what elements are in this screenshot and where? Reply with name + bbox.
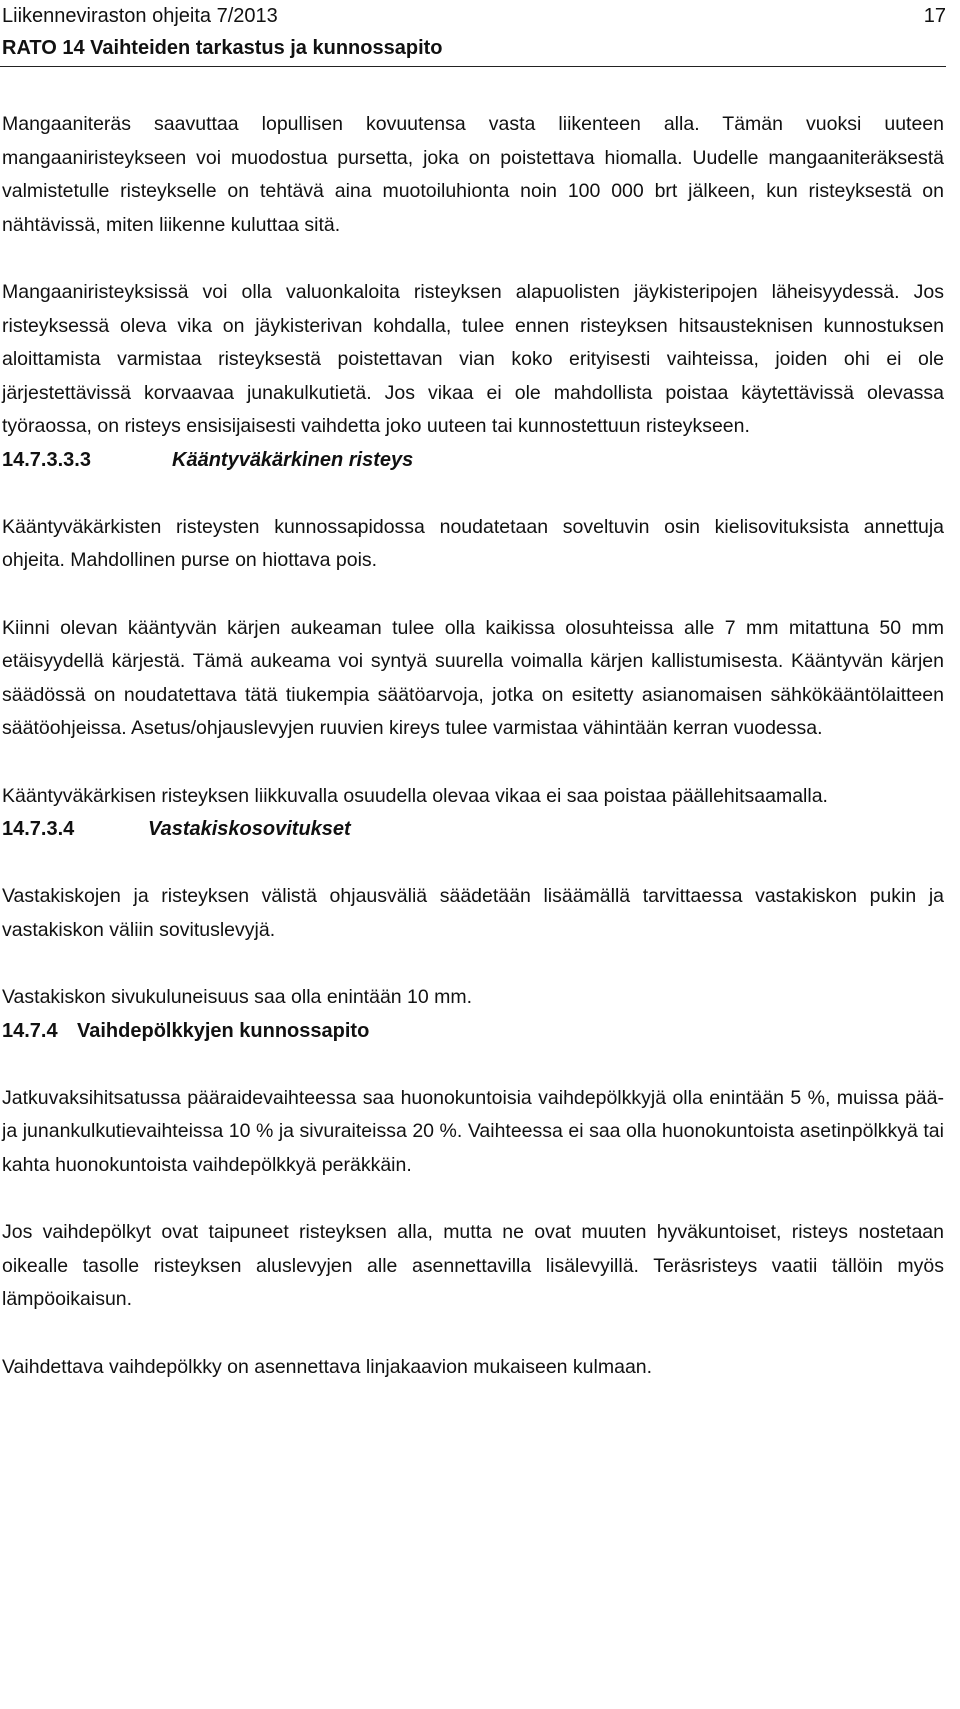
page-number: 17 bbox=[923, 5, 946, 27]
section-heading-check-rail bbox=[2, 813, 944, 846]
paragraph-sleeper-condition: Jatkuvaksihitsatussa pääraidevaihteessa saa huonokuntoisia vaihdepölkkyjä olla enintään 5 %, muissa pää- ja junankulkutievaihteissa 10 % ja sivuraiteissa 20 %. Vaihteessa ei saa olla huonokuntoista asetinpölkkyä tai kahta huonokuntoista vaihdepölkkyä peräkkäin. bbox=[2, 1086, 944, 1176]
header-row bbox=[0, 0, 946, 33]
paragraph-check-rail-wear: Vastakiskon sivukuluneisuus saa olla enintään 10 mm. bbox=[2, 986, 473, 1008]
paragraph-check-rail-gap: Vastakiskojen ja risteyksen välistä ohjausväliä säädetään lisäämällä tarvittaessa vastakiskon pukin ja vastakiskon väliin sovituslevyjä. bbox=[2, 885, 944, 941]
page-content bbox=[2, 108, 944, 1384]
section-title: Kääntyväkärkinen risteys bbox=[172, 448, 414, 471]
section-number: 14.7.4 bbox=[2, 1019, 58, 1042]
section-number: 14.7.3.4 bbox=[2, 818, 75, 840]
section-heading-swing-nose-crossing bbox=[2, 444, 944, 477]
paragraph-bent-sleepers: Jos vaihdepölkyt ovat taipuneet risteyksen alla, mutta ne ovat muuten hyväkuntoiset, risteys nostetaan oikealle tasolle risteyksen aluslevyjen alle asennettavilla lisälevyillä. Teräsristeys vaatii tällöin myös lämpöoikaisun. bbox=[2, 1221, 944, 1310]
paragraph-sleeper-angle: Vaihdettava vaihdepölkky on asennettava linjakaavion mukaiseen kulmaan. bbox=[2, 1355, 653, 1378]
paragraph-swing-nose-maintenance: Kääntyväkärkisten risteysten kunnossapidossa noudatetaan soveltuvin osin kielisovituksista annettuja ohjeita. Mahdollinen purse on hiottava pois. bbox=[2, 515, 944, 571]
paragraph-swing-nose-gap: Kiinni olevan kääntyvän kärjen aukeaman tulee olla kaikissa olosuhteissa alle 7 mm mitattuna 50 mm etäisyydellä kärjestä. Tämä aukeama voi syntyä suurella voimalla kärjen kallistumisesta. Kääntyvän kärjen säädössä on noudatettava tätä tiukempia säätöarvoja, jotka on esitetty asianomaisen sähkökääntölaitteen säätöohjeissa. Asetus/ohjauslevyjen ruuvien kireys tulee varmistaa vähintään kerran vuodessa. bbox=[2, 616, 944, 739]
paragraph-manganese-hardness: Mangaaniteräs saavuttaa lopullisen kovuutensa vasta liikenteen alla. Tämän vuoksi uuteen mangaaniristeykseen voi muodostua pursetta, joka on poistettava hiomalla. Uudelle mangaaniteräksestä valmistetulle risteykselle on tehtävä aina muotoiluhionta noin 100 000 brt jälkeen, kun risteyksestä on nähtävissä, miten liikenne kuluttaa sitä. bbox=[2, 113, 944, 236]
section-heading-switch-sleepers bbox=[2, 1015, 944, 1048]
page-header bbox=[0, 0, 946, 67]
paragraph-no-overlay-welding: Kääntyväkärkisen risteyksen liikkuvalla osuudella olevaa vikaa ei saa poistaa päällehitsaamalla. bbox=[2, 784, 828, 807]
document-title: Liikenneviraston ohjeita 7/2013 bbox=[2, 5, 278, 27]
section-title: Vastakiskosovitukset bbox=[148, 818, 351, 840]
document-subtitle: RATO 14 Vaihteiden tarkastus ja kunnossapito bbox=[2, 37, 443, 59]
paragraph-cast-cavities: Mangaaniristeyksissä voi olla valuonkaloita risteyksen alapuolisten jäykisteripojen läheisyydessä. Jos risteyksessä oleva vika on jäykisterivan kohdalla, tulee ennen risteyksen hitsausteknisen kunnostuksen aloittamista varmistaa risteyksestä poistettavan vian koko erityisesti vaihteissa, joiden ohi ei ole järjestettävissä korvaavaa junakulkutietä. Jos vikaa ei ole mahdollista poistaa käytettävissä olevassa työraossa, on risteys ensisijaisesti vaihdetta joko uuteen tai kunnostettuun risteykseen. bbox=[2, 281, 944, 437]
section-number: 14.7.3.3.3 bbox=[2, 448, 91, 471]
section-title: Vaihdepölkkyjen kunnossapito bbox=[77, 1019, 370, 1042]
